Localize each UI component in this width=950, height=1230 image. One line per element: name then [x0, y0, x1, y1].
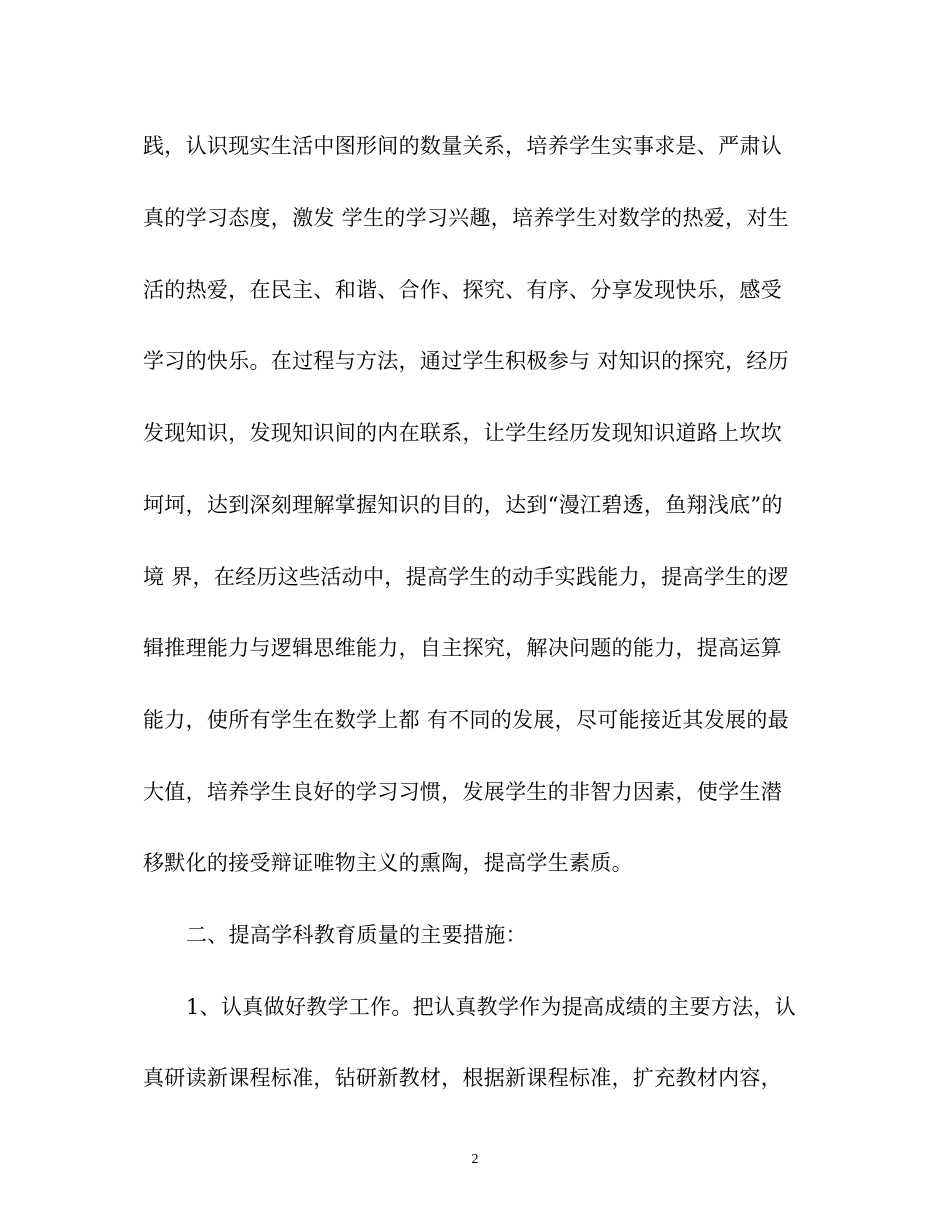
page-number: 2: [471, 1152, 479, 1167]
body-text-line: 大值，培养学生良好的学习习惯，发展学生的非智力因素，使学生潜: [143, 780, 782, 804]
body-text-line: 真研读新课程标准，钻研新教材，根据新课程标准，扩充教材内容，: [143, 1066, 782, 1090]
body-text-line: 能力，使所有学生在数学上都 有不同的发展，尽可能接近其发展的最: [143, 708, 789, 732]
body-text-line: 践，认识现实生活中图形间的数量关系，培养学生实事求是、严肃认: [143, 134, 782, 158]
body-text-line: 移默化的接受辩证唯物主义的熏陶，提高学生素质。: [143, 851, 633, 875]
section-heading: 二、提高学科教育质量的主要措施：: [186, 923, 527, 947]
body-text-line: 1、认真做好教学工作。把认真教学作为提高成绩的主要方法，认: [186, 995, 797, 1019]
body-text-line: 境 界，在经历这些活动中，提高学生的动手实践能力，提高学生的逻: [143, 565, 789, 589]
body-text-line: 坷坷，达到深刻理解掌握知识的目的，达到“漫江碧透，鱼翔浅底”的: [143, 493, 783, 517]
body-text-line: 真的学习态度，激发 学生的学习兴趣，培养学生对数学的热爱，对生: [143, 206, 789, 230]
body-text-line: 活的热爱，在民主、和谐、合作、探究、有序、分享发现快乐，感受: [143, 278, 782, 302]
body-text-line: 学习的快乐。在过程与方法，通过学生积极参与 对知识的探究，经历: [143, 349, 789, 373]
body-text-line: 辑推理能力与逻辑思维能力，自主探究，解决问题的能力，提高运算: [143, 636, 782, 660]
body-text-line: 发现知识，发现知识间的内在联系，让学生经历发现知识道路上坎坎: [143, 421, 782, 445]
